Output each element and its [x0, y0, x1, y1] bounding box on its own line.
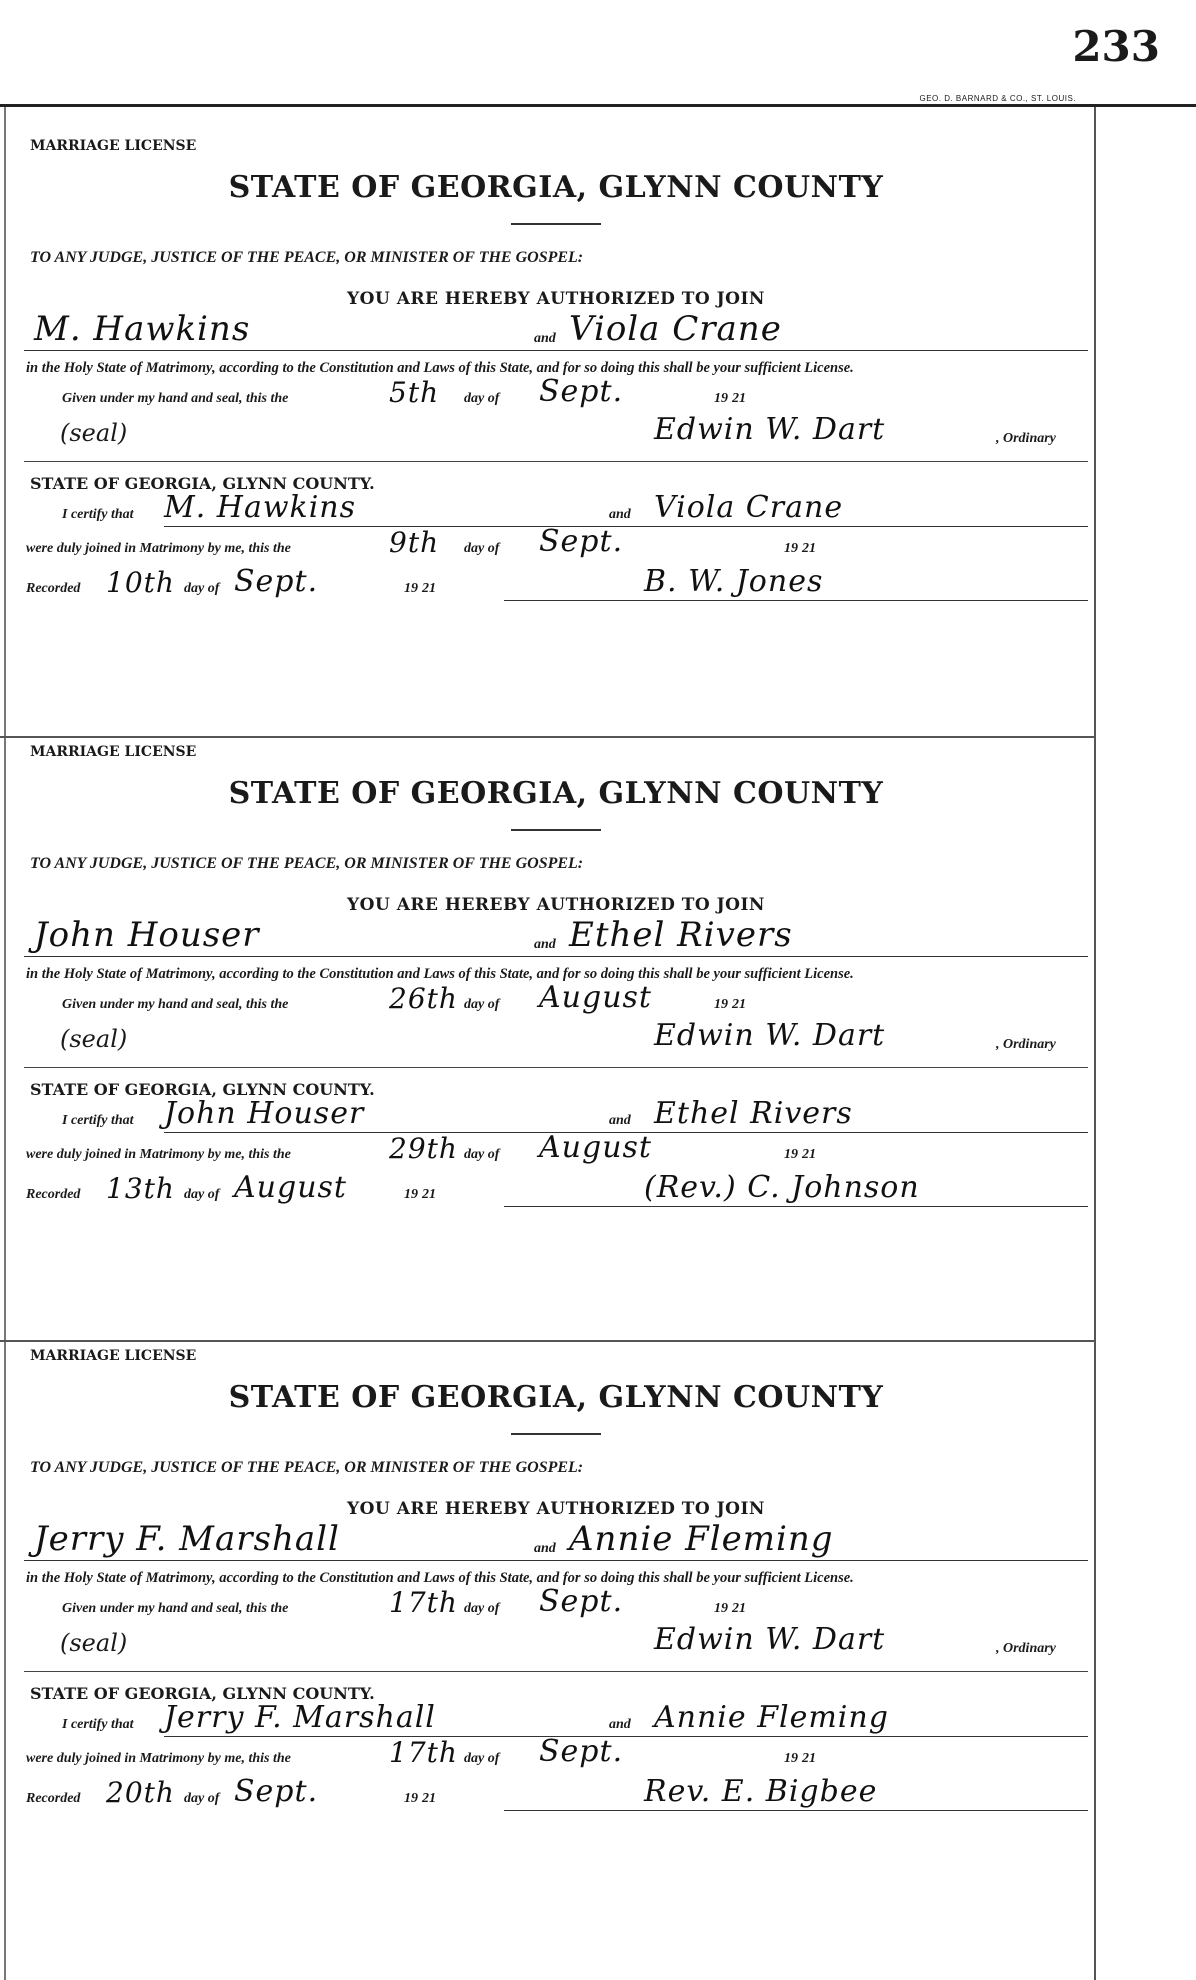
recorded-day: 20th: [106, 1776, 175, 1809]
parties-line: [24, 1519, 1088, 1565]
joined-year: 21: [802, 541, 816, 556]
seal-mark: (seal): [60, 1025, 128, 1053]
day-of-label: day of: [464, 391, 500, 406]
seal-mark: (seal): [60, 419, 128, 447]
authorized-line: YOU ARE HEREBY AUTHORIZED TO JOIN: [347, 895, 765, 915]
joined-day: 29th: [389, 1132, 458, 1165]
authorized-line: YOU ARE HEREBY AUTHORIZED TO JOIN: [347, 289, 765, 309]
recorded-line: [24, 1775, 1088, 1815]
cert-and-label: and: [609, 507, 631, 522]
recorded-day-of-label: day of: [184, 1187, 220, 1202]
recorded-year-prefix: 19: [404, 1791, 418, 1806]
issue-month: Sept.: [539, 1584, 624, 1619]
certify-label: I certify that: [62, 1113, 134, 1128]
recorded-month: Sept.: [234, 1774, 319, 1809]
joined-day: 9th: [389, 526, 440, 559]
ordinary-label: , Ordinary: [996, 1641, 1056, 1656]
joined-day: 17th: [389, 1736, 458, 1769]
license-title: STATE OF GEORGIA, GLYNN COUNTY: [228, 170, 884, 205]
given-label: Given under my hand and seal, this the: [62, 391, 289, 406]
recorded-day-of-label: day of: [184, 581, 220, 596]
joined-day-of-label: day of: [464, 1751, 500, 1766]
recorded-label: Recorded: [26, 1187, 81, 1202]
joined-line: [24, 524, 1088, 565]
certificate-heading: STATE OF GEORGIA, GLYNN COUNTY.: [30, 1080, 375, 1099]
seal-line: [24, 412, 1088, 453]
ordinary-signature: Edwin W. Dart: [654, 1622, 886, 1657]
recorded-year: 21: [422, 1187, 436, 1202]
ordinary-label: , Ordinary: [996, 431, 1056, 446]
certify-label: I certify that: [62, 507, 134, 522]
and-label: and: [534, 331, 556, 346]
certify-label: I certify that: [62, 1717, 134, 1732]
section-divider: [24, 1067, 1088, 1068]
year-prefix: 19: [714, 391, 728, 406]
joined-year-prefix: 19: [784, 541, 798, 556]
section-divider: [24, 461, 1088, 462]
license-heading: MARRIAGE LICENSE: [30, 138, 197, 154]
title-divider: [511, 829, 601, 831]
bride-name: Annie Fleming: [569, 1519, 834, 1559]
joined-year-prefix: 19: [784, 1751, 798, 1766]
printer-mark: GEO. D. BARNARD & CO., ST. LOUIS.: [919, 94, 1076, 103]
joined-month: Sept.: [539, 1734, 624, 1769]
given-line: [24, 374, 1088, 415]
joined-month: Sept.: [539, 524, 624, 559]
recorded-label: Recorded: [26, 581, 81, 596]
joined-line: [24, 1130, 1088, 1171]
authorized-line: YOU ARE HEREBY AUTHORIZED TO JOIN: [347, 1499, 765, 1519]
seal-mark: (seal): [60, 1629, 128, 1657]
joined-label: were duly joined in Matrimony by me, this the: [26, 1147, 291, 1162]
cert-groom: John Houser: [164, 1096, 365, 1131]
groom-name: John Houser: [34, 915, 260, 955]
license-title: STATE OF GEORGIA, GLYNN COUNTY: [228, 776, 884, 811]
issue-day: 5th: [389, 376, 440, 409]
recorded-month: August: [234, 1170, 347, 1205]
license-record: [24, 138, 1088, 605]
officiant-signature: B. W. Jones: [644, 564, 824, 599]
officiant-signature: Rev. E. Bigbee: [644, 1774, 878, 1809]
cert-and-label: and: [609, 1113, 631, 1128]
recorded-year-prefix: 19: [404, 1187, 418, 1202]
cert-and-label: and: [609, 1717, 631, 1732]
top-rule: [0, 104, 1196, 107]
recorded-line: [24, 1171, 1088, 1211]
issue-day: 26th: [389, 982, 458, 1015]
title-divider: [511, 1433, 601, 1435]
issue-month: August: [539, 980, 652, 1015]
year-prefix: 19: [714, 1601, 728, 1616]
day-of-label: day of: [464, 997, 500, 1012]
given-line: [24, 1584, 1088, 1625]
addressee-line: TO ANY JUDGE, JUSTICE OF THE PEACE, OR MINISTER OF THE GOSPEL:: [30, 855, 584, 872]
and-label: and: [534, 937, 556, 952]
record-separator: [0, 1340, 1096, 1342]
ordinary-label: , Ordinary: [996, 1037, 1056, 1052]
parties-line: [24, 915, 1088, 961]
issue-month: Sept.: [539, 374, 624, 409]
bride-name: Ethel Rivers: [569, 915, 793, 955]
year-prefix: 19: [714, 997, 728, 1012]
license-heading: MARRIAGE LICENSE: [30, 744, 197, 760]
cert-bride: Ethel Rivers: [654, 1096, 853, 1131]
groom-name: M. Hawkins: [34, 309, 251, 349]
given-label: Given under my hand and seal, this the: [62, 1601, 289, 1616]
recorded-month: Sept.: [234, 564, 319, 599]
parties-line: [24, 309, 1088, 355]
cert-bride: Annie Fleming: [654, 1700, 889, 1735]
issue-year: 21: [732, 1601, 746, 1616]
officiant-signature: (Rev.) C. Johnson: [644, 1170, 920, 1205]
license-record: [24, 744, 1088, 1211]
matrimony-statement: in the Holy State of Matrimony, according to the Constitution and Laws of this State, and for so doing this shall be your sufficient License.: [26, 360, 854, 376]
page-number: 233: [1072, 22, 1160, 71]
joined-year: 21: [802, 1147, 816, 1162]
right-margin-rule: [1094, 107, 1096, 1980]
recorded-day: 10th: [106, 566, 175, 599]
issue-day: 17th: [389, 1586, 458, 1619]
recorded-day: 13th: [106, 1172, 175, 1205]
given-line: [24, 980, 1088, 1021]
joined-day-of-label: day of: [464, 541, 500, 556]
addressee-line: TO ANY JUDGE, JUSTICE OF THE PEACE, OR MINISTER OF THE GOSPEL:: [30, 249, 584, 266]
joined-month: August: [539, 1130, 652, 1165]
given-label: Given under my hand and seal, this the: [62, 997, 289, 1012]
certificate-heading: STATE OF GEORGIA, GLYNN COUNTY.: [30, 1684, 375, 1703]
bride-name: Viola Crane: [569, 309, 782, 349]
joined-year: 21: [802, 1751, 816, 1766]
issue-year: 21: [732, 391, 746, 406]
left-margin-rule: [4, 107, 6, 1980]
recorded-year-prefix: 19: [404, 581, 418, 596]
joined-year-prefix: 19: [784, 1147, 798, 1162]
license-record: [24, 1348, 1088, 1815]
ordinary-signature: Edwin W. Dart: [654, 412, 886, 447]
day-of-label: day of: [464, 1601, 500, 1616]
recorded-day-of-label: day of: [184, 1791, 220, 1806]
license-heading: MARRIAGE LICENSE: [30, 1348, 197, 1364]
recorded-label: Recorded: [26, 1791, 81, 1806]
recorded-year: 21: [422, 581, 436, 596]
ordinary-signature: Edwin W. Dart: [654, 1018, 886, 1053]
cert-groom: Jerry F. Marshall: [164, 1700, 436, 1735]
joined-line: [24, 1734, 1088, 1775]
groom-name: Jerry F. Marshall: [34, 1519, 340, 1559]
title-divider: [511, 223, 601, 225]
joined-label: were duly joined in Matrimony by me, this the: [26, 1751, 291, 1766]
section-divider: [24, 1671, 1088, 1672]
joined-label: were duly joined in Matrimony by me, this the: [26, 541, 291, 556]
recorded-year: 21: [422, 1791, 436, 1806]
addressee-line: TO ANY JUDGE, JUSTICE OF THE PEACE, OR MINISTER OF THE GOSPEL:: [30, 1459, 584, 1476]
seal-line: [24, 1622, 1088, 1663]
issue-year: 21: [732, 997, 746, 1012]
and-label: and: [534, 1541, 556, 1556]
matrimony-statement: in the Holy State of Matrimony, according to the Constitution and Laws of this State, and for so doing this shall be your sufficient License.: [26, 966, 854, 982]
record-separator: [0, 736, 1096, 738]
cert-bride: Viola Crane: [654, 490, 844, 525]
certificate-heading: STATE OF GEORGIA, GLYNN COUNTY.: [30, 474, 375, 493]
matrimony-statement: in the Holy State of Matrimony, according to the Constitution and Laws of this State, and for so doing this shall be your sufficient License.: [26, 1570, 854, 1586]
joined-day-of-label: day of: [464, 1147, 500, 1162]
cert-groom: M. Hawkins: [164, 490, 357, 525]
license-title: STATE OF GEORGIA, GLYNN COUNTY: [228, 1380, 884, 1415]
seal-line: [24, 1018, 1088, 1059]
recorded-line: [24, 565, 1088, 605]
